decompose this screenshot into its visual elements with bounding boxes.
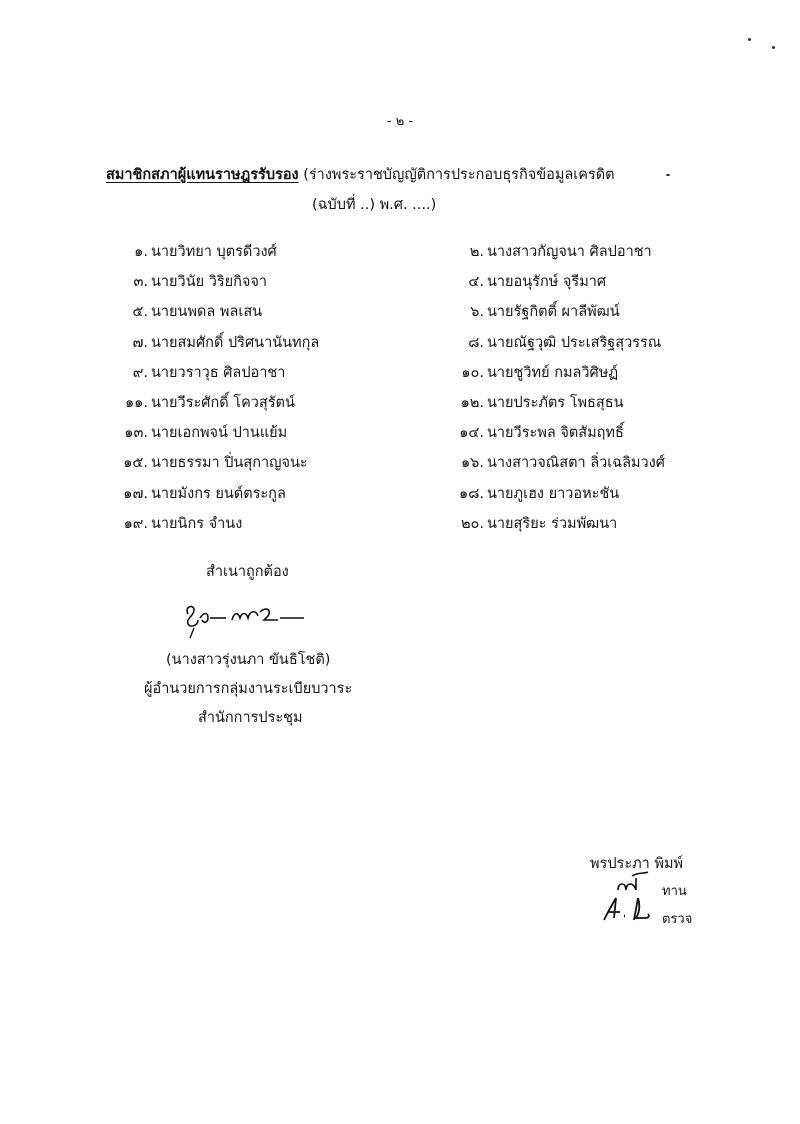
member-item [108, 240, 277, 263]
member-name: นายสุริยะ ร่วมพัฒนา [487, 515, 618, 532]
member-name: นายวีระพล จิตสัมฤทธิ์ [487, 425, 624, 442]
signer-title: ผู้อำนวยการกลุ่มงานระเบียบวาระ [144, 681, 353, 697]
member-name: นายวิทยา บุตรดีวงศ์ [151, 244, 277, 260]
checked-label: ตรวจ [662, 912, 693, 927]
member-item [444, 482, 619, 505]
member-number: ๑๕. [123, 455, 148, 472]
scan-speck [748, 38, 751, 41]
page-number: - ๒ - [386, 114, 414, 129]
member-item [444, 512, 617, 535]
member-item [108, 300, 262, 323]
member-number: ๑. [134, 244, 148, 260]
member-name: นางสาวจณิสตา ลิ่วเฉลิมวงศ์ [487, 455, 665, 472]
member-item [444, 300, 620, 323]
member-name: นายภูเฮง ยาวอหะชัน [487, 485, 620, 502]
member-item [444, 331, 661, 354]
member-item [108, 451, 308, 474]
member-name: นายวราวุธ ศิลปอาชา [151, 364, 286, 381]
checked-initial-mark [600, 894, 652, 924]
member-item [108, 421, 287, 444]
member-item [108, 361, 285, 384]
member-name: นายเอกพจน์ ปานแย้ม [151, 425, 288, 442]
member-number: ๖. [470, 304, 484, 321]
member-number: ๑๔. [459, 425, 484, 442]
member-item [444, 270, 606, 293]
typed-label: ทาน [662, 884, 687, 899]
handwritten-signature [180, 596, 310, 640]
member-number: ๓. [133, 274, 148, 291]
member-name: นายประภัตร โพธสุธน [487, 395, 624, 411]
member-name: นายรัฐกิตติ์ ผาลีพัฒน์ [487, 304, 620, 321]
member-name: นายชูวิทย์ กมลวิศิษฏ์ [487, 364, 619, 381]
member-number: ๒. [469, 244, 484, 260]
member-name: นายอนุรักษ์ จุรีมาศ [487, 274, 607, 291]
member-name: นายสมศักดิ์ ปริศนานันทกุล [151, 334, 320, 351]
heading-subject: (ร่างพระราชบัญญัติการประกอบธุรกิจข้อมูลเครดิต [298, 167, 615, 183]
member-number: ๑๒. [460, 395, 484, 411]
member-item [108, 270, 267, 293]
member-number: ๑๐. [461, 364, 484, 381]
member-item [444, 240, 652, 263]
scan-speck [666, 174, 670, 176]
member-name: นายนิกร จำนง [151, 515, 243, 532]
member-number: ๒๐. [460, 515, 484, 532]
member-number: ๗. [132, 334, 148, 351]
signer-name: (นางสาวรุ่งนภา ขันธิโชติ) [166, 652, 331, 668]
member-name: นางสาวกัญจนา ศิลปอาชา [487, 244, 652, 260]
member-name: นายมังกร ยนต์ตระกูล [151, 485, 286, 502]
member-number: ๔. [468, 274, 484, 291]
member-name: นายวีระศักดิ์ โควสุรัตน์ [151, 395, 295, 411]
scan-speck [772, 46, 775, 49]
member-name: นายธรรมา ปิ่นสุกาญจนะ [151, 455, 308, 472]
member-number: ๕. [132, 304, 148, 321]
document-heading [106, 163, 615, 186]
member-name: นายวินัย วิริยกิจจา [151, 274, 268, 291]
member-number: ๙. [132, 364, 148, 381]
signer-office: สำนักการประชุม [198, 710, 303, 726]
certification-label: สำเนาถูกต้อง [206, 564, 289, 580]
member-item [108, 512, 242, 535]
member-item [108, 331, 319, 354]
member-item [444, 361, 618, 384]
member-item [108, 482, 286, 505]
member-number: ๑๑. [124, 395, 148, 411]
member-number: ๑๓. [124, 425, 148, 442]
member-number: ๘. [468, 334, 484, 351]
member-number: ๑๘. [459, 485, 484, 502]
member-item [444, 421, 624, 444]
heading-bold-title: สมาชิกสภาผู้แทนราษฎรรับรอง [106, 167, 299, 183]
member-name: นายณัฐวุฒิ ประเสริฐสุวรรณ [487, 334, 662, 351]
member-number: ๑๙. [123, 515, 148, 532]
member-item [444, 391, 624, 414]
member-item [444, 451, 665, 474]
member-number: ๑๗. [123, 485, 148, 502]
member-name: นายนพดล พลเสน [151, 304, 263, 321]
typist-line: พรประภา พิมพ์ [590, 856, 684, 872]
member-item [108, 391, 295, 414]
member-number: ๑๖. [460, 455, 484, 472]
heading-subject-line2: (ฉบับที่ ..) พ.ศ. ....) [312, 197, 437, 213]
